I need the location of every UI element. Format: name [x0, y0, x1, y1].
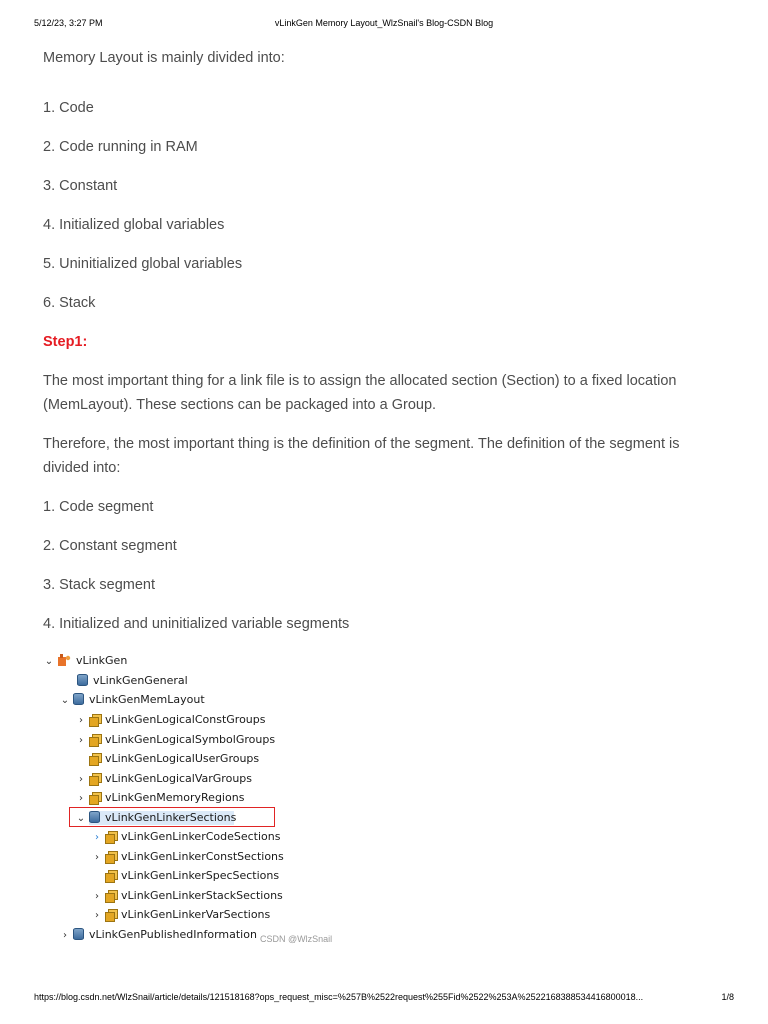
group-icon [105, 870, 116, 881]
tree-node-label: vLinkGenLinkerConstSections [121, 850, 284, 863]
step-heading: Step1: [43, 334, 88, 350]
config-tree-screenshot [43, 650, 373, 960]
tree-node-label: vLinkGenLogicalUserGroups [105, 752, 260, 765]
tree-node-logicalsymbolgroups[interactable] [75, 731, 275, 749]
list-item: 1. Code [43, 100, 94, 116]
tree-node-memoryregions[interactable] [75, 789, 244, 807]
tree-node-label: vLinkGenLinkerVarSections [121, 908, 271, 921]
list-item: 4. Initialized and uninitialized variable segments [43, 616, 350, 632]
chevron-right-icon[interactable]: › [95, 910, 99, 921]
group-icon [89, 753, 100, 764]
tree-node-vlinkgenmemlayout[interactable] [59, 691, 205, 709]
container-icon [73, 928, 84, 940]
list-item: 3. Constant [43, 178, 118, 194]
tree-node-vlinkgen[interactable] [43, 652, 127, 670]
container-icon [89, 811, 100, 823]
tree-node-linkerconstsections[interactable] [91, 848, 284, 866]
tree-node-label: vLinkGenGeneral [93, 674, 188, 687]
tree-node-label: vLinkGenLogicalVarGroups [105, 772, 253, 785]
tree-node-label: vLinkGen [76, 654, 128, 667]
tree-node-label: vLinkGenMemoryRegions [105, 791, 245, 804]
list-item: 4. Initialized global variables [43, 217, 225, 233]
tree-node-logicalvargroups[interactable] [75, 770, 252, 788]
page-title: vLinkGen Memory Layout_WlzSnail's Blog-CSDN Blog [274, 18, 494, 28]
tree-node-linkercodesections[interactable] [91, 828, 280, 846]
list-item: 1. Code segment [43, 499, 154, 515]
article-body [43, 46, 723, 636]
tree-node-label: vLinkGenPublishedInformation [89, 928, 257, 941]
group-icon [89, 792, 100, 803]
group-icon [105, 851, 116, 862]
chevron-right-icon[interactable]: › [79, 793, 83, 804]
chevron-right-icon[interactable]: › [79, 715, 83, 726]
paragraph: The most important thing for a link file is to assign the allocated section (Section) to a fixed location (MemLayout). These sections can be packaged into a Group. [43, 373, 677, 413]
group-icon [105, 831, 116, 842]
chevron-right-icon[interactable]: › [63, 930, 67, 941]
footer-url: https://blog.csdn.net/WlzSnail/article/details/121518168?ops_request_misc=%257B%2522request%255Fid%2522%253A%2522168388534416800018... [34, 992, 644, 1002]
tree-node-label: vLinkGenMemLayout [89, 693, 205, 706]
list-item: 3. Stack segment [43, 577, 156, 593]
chevron-down-icon[interactable]: ⌄ [44, 656, 54, 667]
group-icon [105, 909, 116, 920]
intro-text: Memory Layout is mainly divided into: [43, 50, 285, 66]
list-item: 5. Uninitialized global variables [43, 256, 243, 272]
list-item: 6. Stack [43, 295, 96, 311]
chevron-right-icon[interactable]: › [95, 852, 99, 863]
tree-node-label: vLinkGenLogicalConstGroups [105, 713, 266, 726]
tree-node-label: vLinkGenLinkerCodeSections [121, 830, 281, 843]
chevron-right-icon[interactable]: › [79, 735, 83, 746]
tree-node-label: vLinkGenLinkerStackSections [121, 889, 283, 902]
list-item: 2. Constant segment [43, 538, 177, 554]
group-icon [89, 773, 100, 784]
tree-node-linkersections[interactable] [75, 809, 236, 827]
tree-node-linkervarsections[interactable] [91, 906, 270, 924]
list-item: 2. Code running in RAM [43, 139, 198, 155]
group-icon [89, 734, 100, 745]
container-icon [77, 674, 88, 686]
tree-node-linkerstacksections[interactable] [91, 887, 283, 905]
tree-node-logicalconstgroups[interactable] [75, 711, 266, 729]
tree-node-publishedinformation[interactable] [59, 926, 257, 944]
watermark: CSDN @WlzSnail [260, 934, 333, 944]
chevron-right-icon[interactable]: › [95, 832, 99, 843]
group-icon [105, 890, 116, 901]
tree-node-logicalusergroups[interactable] [87, 750, 259, 768]
tree-node-label: vLinkGenLinkerSpecSections [121, 869, 280, 882]
tree-node-vlinkgengeneral[interactable] [75, 672, 188, 690]
root-icon [57, 653, 71, 667]
chevron-right-icon[interactable]: › [79, 774, 83, 785]
print-datetime: 5/12/23, 3:27 PM [34, 18, 103, 28]
chevron-down-icon[interactable]: ⌄ [76, 813, 86, 824]
tree-node-linkerspecsections[interactable] [103, 867, 279, 885]
tree-node-label: vLinkGenLinkerSections [105, 811, 237, 824]
tree-node-label: vLinkGenLogicalSymbolGroups [105, 733, 276, 746]
paragraph: Therefore, the most important thing is the definition of the segment. The definition of the segment is divided into: [43, 436, 680, 476]
container-icon [73, 693, 84, 705]
group-icon [89, 714, 100, 725]
chevron-right-icon[interactable]: › [95, 891, 99, 902]
page-number: 1/8 [721, 992, 734, 1002]
chevron-down-icon[interactable]: ⌄ [60, 695, 70, 706]
